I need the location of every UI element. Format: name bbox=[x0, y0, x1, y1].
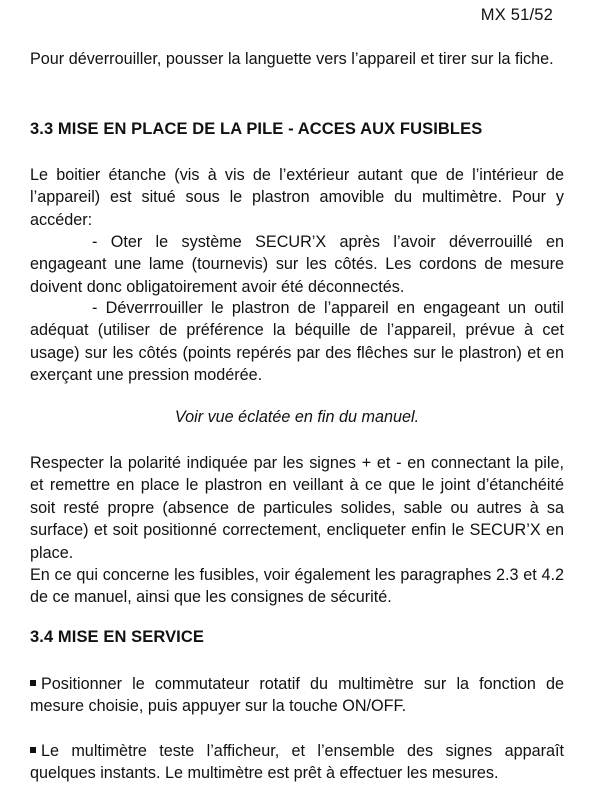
bullet-square-icon bbox=[30, 747, 36, 753]
bullet-text: Le multimètre teste l’afficheur, et l’ensemble des signes apparaît quelques instants. Le multimètre est prêt à effectuer les mesures. bbox=[30, 742, 564, 783]
section-3-4-bullet-switch bbox=[30, 673, 564, 718]
section-3-3-heading: 3.3 MISE EN PLACE DE LA PILE - ACCES AUX FUSIBLES bbox=[30, 120, 483, 138]
bullet-text: Positionner le commutateur rotatif du multimètre sur la fonction de mesure choisie, puis appuyer sur la touche ON/OFF. bbox=[30, 675, 564, 716]
manual-page bbox=[30, 0, 564, 800]
intro-paragraph: Pour déverrouiller, pousser la languette vers l’appareil et tirer sur la fiche. bbox=[30, 50, 554, 68]
section-3-4-bullet-display-test bbox=[30, 740, 564, 785]
exploded-view-note: Voir vue éclatée en fin du manuel. bbox=[174, 408, 420, 426]
bullet-square-icon bbox=[30, 680, 36, 686]
document-code: MX 51/52 bbox=[480, 6, 553, 24]
section-3-3-step-plastron: - Déverrrouiller le plastron de l’appareil en engageant un outil adéquat (utiliser de préférence la béquille de l’appareil, prévue à cet usage) sur les côtés (points repérés par des flêches sur le plastron) et en exerçant une pression modérée. bbox=[30, 299, 564, 385]
section-3-4-heading: 3.4 MISE EN SERVICE bbox=[30, 628, 204, 646]
page-header bbox=[481, 4, 558, 26]
section-3-3-step-securx: - Oter le système SECUR’X après l’avoir déverrouillé en engageant une lame (tournevis) sur les côtés. Les cordons de mesure doivent donc obligatoirement avoir été déconnectés. bbox=[30, 233, 564, 296]
section-3-3-paragraph-enclosure: Le boitier étanche (vis à vis de l’extérieur autant que de l’intérieur de l’appareil) est situé sous le plastron amovible du multimètre. Pour y accéder: bbox=[30, 166, 564, 229]
section-3-3-paragraph-polarity: Respecter la polarité indiquée par les signes + et - en connectant la pile, et remettre en place le plastron en veillant à ce que le joint d’étanchéité soit resté propre (absence de particules solides, sable ou autres à sa surface) et soit positionné correctement, encliqueter enfin le SECUR’X en place. bbox=[30, 454, 564, 562]
section-3-3-paragraph-fuses: En ce qui concerne les fusibles, voir également les paragraphes 2.3 et 4.2 de ce manuel, ainsi que les consignes de sécurité. bbox=[30, 566, 564, 607]
